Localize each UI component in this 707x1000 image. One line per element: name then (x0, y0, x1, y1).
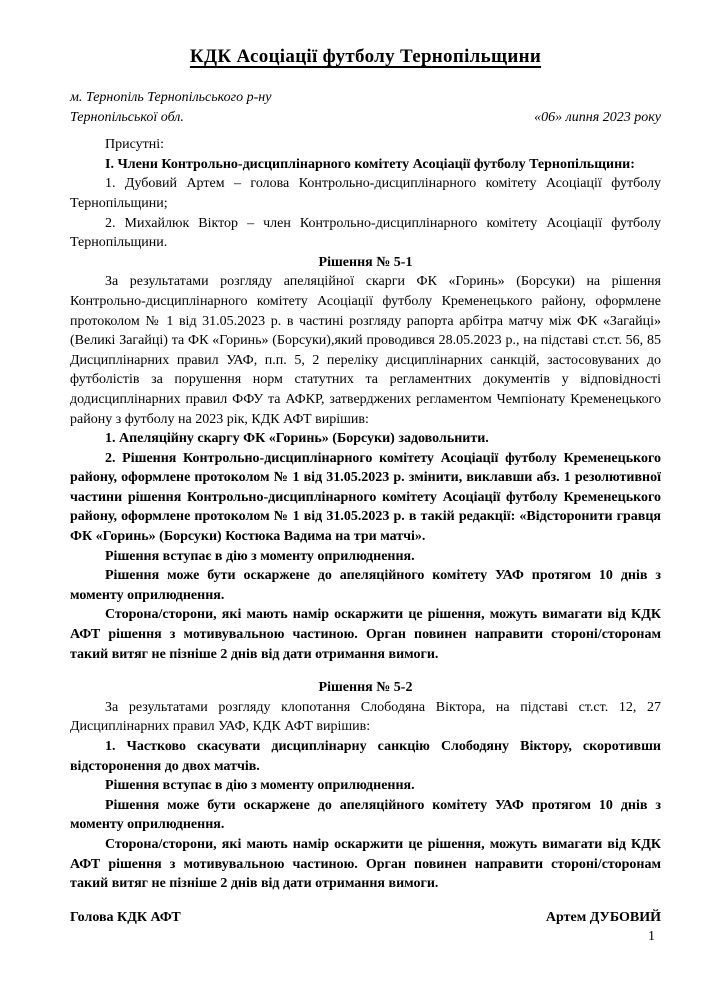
place-lines (70, 88, 271, 127)
decision-2-appeal: Рішення може бути оскаржене до апеляційного комітету УАФ протягом 10 днів з моменту оприлюднення. (70, 797, 661, 833)
member-2: 2. Михайлюк Віктор – член Контрольно-дисциплінарного комітету Асоціації футболу Тернопільщини. (70, 215, 661, 251)
decision-2-extract: Сторона/сторони, які мають намір оскаржити це рішення, можуть вимагати від КДК АФТ рішення з мотивувальною частиною. Орган повинен направити стороні/сторонам такий витяг не пізніше 2 днів від дати отримання вимоги. (70, 836, 661, 892)
decision-1-heading: Рішення № 5-1 (318, 254, 413, 270)
place-date-row (70, 88, 661, 127)
decision-2-item-1: 1. Частково скасувати дисциплінарну санкцію Слободяну Віктору, скоротивши відсторонення до двох матчів. (70, 739, 661, 774)
decision-1-effect: Рішення вступає в дію з моменту оприлюднення. (105, 548, 415, 564)
decision-1-item-1: 1. Апеляційну скаргу ФК «Горинь» (Борсуки) задовольнити. (105, 431, 489, 447)
decision-1-extract: Сторона/сторони, які мають намір оскаржити це рішення, можуть вимагати від КДК АФТ рішення з мотивувальною частиною. Орган повинен направити стороні/сторонам такий витяг не пізніше 2 днів від дати отримання вимоги. (70, 607, 661, 662)
document-title: КДК Асоціації футболу Тернопільщини (189, 46, 542, 67)
decision-2-effect: Рішення вступає в дію з моменту оприлюднення. (105, 778, 415, 794)
decision-1-intro: За результатами розгляду апеляційної скарги ФК «Горинь» (Борсуки) на рішення Контрольно-дисциплінарного комітету Асоціації футболу Кременецького району, оформлене протоколом № 1 від 31.05.2023 р. в частині розгляду рапорта арбітра матчу між ФК «Загайці» (Великі Загайці) та ФК «Горинь» (Борсуки),який проводився 28.05.2023 р., на підставі ст.ст. 56, 85 Дисциплінарних правил УАФ, п.п. 5, 2 переліку дисциплінарних санкцій, застосовуваних до футболістів за порушення норм статутних та регламентних документів у відповідності додисциплінарних правил ФФУ та АФКР, затверджених регламентом Чемпіонату Кременецького району з футболу на 2023 рік, КДК АФТ вирішив: (70, 274, 661, 427)
page-number: 1 (648, 929, 655, 945)
signature-title: Голова КДК АФТ (70, 909, 181, 925)
decision-1-appeal: Рішення може бути оскаржене до апеляційного комітету УАФ протягом 10 днів з моменту оприлюднення. (70, 568, 661, 603)
decision-2-heading: Рішення № 5-2 (318, 680, 413, 696)
place-line-1: м. Тернопіль Тернопільського р-ну (70, 90, 272, 105)
decision-2-intro: За результатами розгляду клопотання Слободяна Віктора, на підставі ст.ст. 12, 27 Дисциплінарних правил УАФ, КДК АФТ вирішив: (70, 699, 661, 735)
document-date: «06» липня 2023 року (534, 109, 661, 125)
signature-row (70, 908, 661, 928)
decision-1-item-2: 2. Рішення Контрольно-дисциплінарного комітету Асоціації футболу Кременецького району, оформлене протоколом № 1 від 31.05.2023 р. змінити, виклавши абз. 1 резолютивної частини рішення Контрольно-дисциплінарного комітету Асоціації футболу Кременецького району, оформлене протоколом № 1 від 31.05.2023 р. в такій редакції: «Відсторонити гравця ФК «Горинь» (Борсуки) Костюка Вадима на три матчі». (70, 450, 661, 545)
place-line-2: Тернопільської обл. (70, 109, 184, 125)
signature-name: Артем ДУБОВИЙ (545, 909, 661, 925)
member-1: 1. Дубовий Артем – голова Контрольно-дисциплінарного комітету Асоціації футболу Тернопільщини; (70, 176, 661, 211)
members-heading: І. Члени Контрольно-дисциплінарного комітету Асоціації футболу Тернопільщини: (105, 156, 635, 172)
present-label: Присутні: (105, 137, 165, 153)
